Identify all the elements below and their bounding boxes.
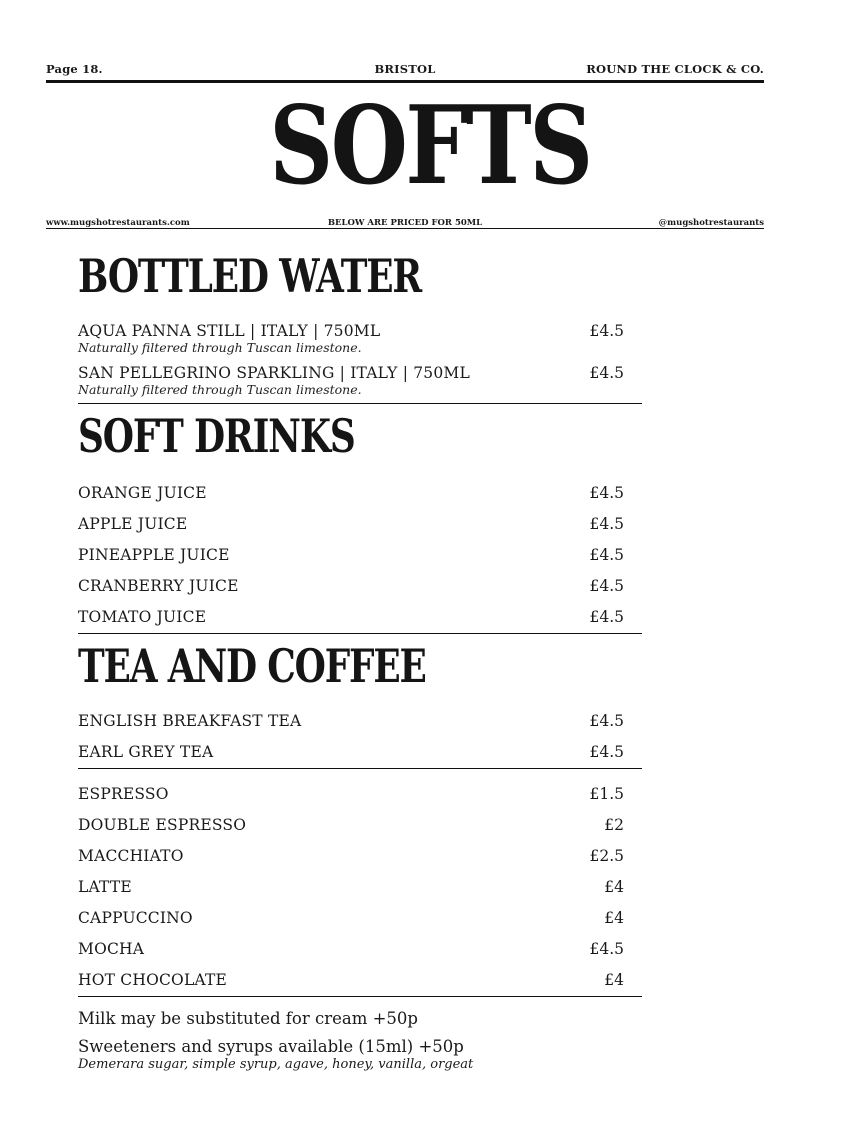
menu-item <box>78 608 642 627</box>
page-number: Page 18. <box>46 62 103 76</box>
sweeteners-note: Sweeteners and syrups available (15ml) +50p <box>78 1037 464 1056</box>
item-name: TOMATO JUICE <box>78 608 207 626</box>
item-description: Naturally filtered through Tuscan limestone. <box>78 382 362 397</box>
item-name: APPLE JUICE <box>78 515 188 533</box>
item-name: MACCHIATO <box>78 847 184 865</box>
item-description: Naturally filtered through Tuscan limestone. <box>78 340 362 355</box>
item-price: £4.5 <box>589 515 624 533</box>
item-price: £4 <box>604 971 624 989</box>
section-heading-tea-coffee: TEA AND COFFEE <box>78 639 426 693</box>
menu-item <box>78 847 642 866</box>
item-name: ENGLISH BREAKFAST TEA <box>78 712 302 730</box>
section-divider <box>78 633 642 634</box>
menu-item <box>78 940 642 959</box>
item-price: £2 <box>604 816 624 834</box>
item-price: £4.5 <box>589 484 624 502</box>
menu-item <box>78 878 642 897</box>
item-name: EARL GREY TEA <box>78 743 214 761</box>
item-name: AQUA PANNA STILL | ITALY | 750ML <box>78 322 381 340</box>
menu-item <box>78 364 642 397</box>
sub-bar <box>46 215 764 231</box>
item-price: £1.5 <box>589 785 624 803</box>
item-name: HOT CHOCOLATE <box>78 971 228 989</box>
item-price: £4 <box>604 878 624 896</box>
item-price: £2.5 <box>589 847 624 865</box>
sweeteners-description: Demerara sugar, simple syrup, agave, honey, vanilla, orgeat <box>78 1057 474 1072</box>
item-name: CAPPUCCINO <box>78 909 193 927</box>
menu-item <box>78 743 642 762</box>
item-price: £4.5 <box>589 712 624 730</box>
menu-content <box>78 248 642 1072</box>
menu-item <box>78 971 642 990</box>
item-price: £4.5 <box>589 743 624 761</box>
milk-note: Milk may be substituted for cream +50p <box>78 1009 418 1028</box>
city-name: BRISTOL <box>374 62 436 76</box>
sub-bar-rule <box>46 228 764 229</box>
section-heading-bottled-water: BOTTLED WATER <box>78 249 422 303</box>
item-name: ESPRESSO <box>78 785 169 803</box>
item-price: £4.5 <box>589 364 624 382</box>
item-name: SAN PELLEGRINO SPARKLING | ITALY | 750ML <box>78 364 470 382</box>
menu-item <box>78 785 642 804</box>
menu-item <box>78 515 642 534</box>
item-price: £4.5 <box>589 940 624 958</box>
social-handle[interactable]: @mugshotrestaurants <box>658 218 764 228</box>
item-price: £4.5 <box>589 322 624 340</box>
section-divider <box>78 768 642 769</box>
item-price: £4.5 <box>589 546 624 564</box>
menu-item <box>78 909 642 928</box>
page-title: SOFTS <box>269 83 591 209</box>
item-name: PINEAPPLE JUICE <box>78 546 230 564</box>
menu-item <box>78 322 642 355</box>
item-name: CRANBERRY JUICE <box>78 577 239 595</box>
menu-item <box>78 546 642 565</box>
masthead <box>46 58 764 80</box>
menu-item <box>78 712 642 731</box>
item-price: £4.5 <box>589 608 624 626</box>
menu-item <box>78 484 642 503</box>
website-link[interactable]: www.mugshotrestaurants.com <box>46 218 190 228</box>
menu-item <box>78 816 642 835</box>
item-name: MOCHA <box>78 940 145 958</box>
item-price: £4.5 <box>589 577 624 595</box>
menu-item <box>78 577 642 596</box>
section-divider <box>78 996 642 997</box>
pricing-note: BELOW ARE PRICED FOR 50ML <box>327 218 483 228</box>
brand-name: ROUND THE CLOCK & CO. <box>586 62 764 76</box>
item-name: ORANGE JUICE <box>78 484 207 502</box>
item-price: £4 <box>604 909 624 927</box>
section-divider <box>78 403 642 404</box>
item-name: LATTE <box>78 878 132 896</box>
item-name: DOUBLE ESPRESSO <box>78 816 247 834</box>
section-heading-soft-drinks: SOFT DRINKS <box>78 409 355 463</box>
